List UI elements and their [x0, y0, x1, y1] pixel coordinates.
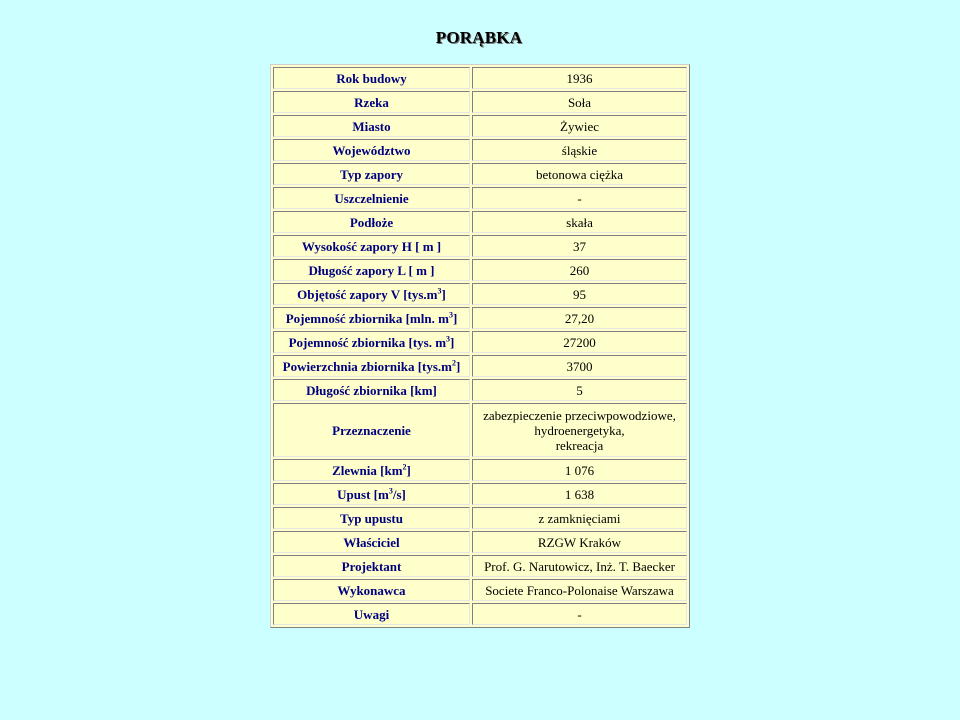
table-row [273, 139, 687, 161]
table-row [273, 235, 687, 257]
row-label-text: Zlewnia [km [332, 462, 403, 478]
row-label-suffix: ] [406, 462, 411, 478]
row-label [273, 307, 470, 329]
row-label [273, 283, 470, 305]
row-label: Typ upustu [273, 507, 470, 529]
table-row [273, 115, 687, 137]
row-value: betonowa ciężka [472, 163, 687, 185]
row-label: Podłoże [273, 211, 470, 233]
row-value: Soła [472, 91, 687, 113]
row-label-text: Pojemność zbiornika [tys. m [288, 334, 447, 350]
row-label-text: Pojemność zbiornika [mln. m [285, 310, 449, 326]
table-row [273, 403, 687, 457]
row-label-exponent: 2 [402, 462, 407, 472]
table-row [273, 283, 687, 305]
table-row [273, 507, 687, 529]
row-label-suffix: ] [450, 334, 455, 350]
row-label: Długość zbiornika [km] [273, 379, 470, 401]
table-row [273, 555, 687, 577]
row-value: 1 638 [472, 483, 687, 505]
row-value: 27,20 [472, 307, 687, 329]
row-label-suffix: ] [441, 286, 446, 302]
row-value: 5 [472, 379, 687, 401]
row-label: Projektant [273, 555, 470, 577]
row-label: Właściciel [273, 531, 470, 553]
table-row [273, 483, 687, 505]
row-value: Societe Franco-Polonaise Warszawa [472, 579, 687, 601]
row-label-exponent: 3 [388, 486, 393, 496]
table-row [273, 307, 687, 329]
table-row [273, 67, 687, 89]
table-row [273, 187, 687, 209]
row-label: Wysokość zapory H [ m ] [273, 235, 470, 257]
table-row [273, 379, 687, 401]
table-row [273, 211, 687, 233]
table-row [273, 259, 687, 281]
row-value [472, 403, 687, 457]
row-label-suffix: ] [452, 310, 458, 326]
table-row [273, 531, 687, 553]
row-value: 37 [472, 235, 687, 257]
table-row [273, 459, 687, 481]
row-label-text: Upust [m [337, 486, 389, 502]
row-label: Długość zapory L [ m ] [273, 259, 470, 281]
row-value: Żywiec [472, 115, 687, 137]
row-label-exponent: 2 [452, 358, 456, 368]
row-value-line: zabezpieczenie przeciwpowodziowe, [483, 407, 676, 423]
row-label: Województwo [273, 139, 470, 161]
row-label: Uszczelnienie [273, 187, 470, 209]
table-row [273, 603, 687, 625]
table-row [273, 579, 687, 601]
row-value: z zamknięciami [472, 507, 687, 529]
page-title: PORĄBKA [435, 28, 523, 47]
row-label-suffix: /s] [392, 486, 406, 502]
row-label-exponent: 3 [446, 334, 451, 344]
table-row [273, 331, 687, 353]
row-label: Uwagi [273, 603, 470, 625]
row-label-exponent: 3 [437, 286, 442, 296]
row-value: 1936 [472, 67, 687, 89]
row-label: Wykonawca [273, 579, 470, 601]
row-label: Typ zapory [273, 163, 470, 185]
row-value: Prof. G. Narutowicz, Inż. T. Baecker [472, 555, 687, 577]
table-row [273, 355, 687, 377]
row-label [273, 459, 470, 481]
row-label-text: Powierzchnia zbiornika [tys.m [282, 358, 452, 374]
row-label-exponent: 3 [448, 310, 453, 320]
row-value: 260 [472, 259, 687, 281]
row-value: 95 [472, 283, 687, 305]
row-value: - [472, 187, 687, 209]
row-label-text: Objętość zapory V [tys.m [297, 286, 438, 302]
row-label [273, 355, 470, 377]
row-value: - [472, 603, 687, 625]
row-value: 3700 [472, 355, 687, 377]
row-label [273, 331, 470, 353]
row-value: śląskie [472, 139, 687, 161]
row-value: skała [472, 211, 687, 233]
row-label-suffix: ] [456, 358, 461, 374]
dam-info-table [270, 64, 690, 628]
row-value: RZGW Kraków [472, 531, 687, 553]
row-label: Przeznaczenie [273, 403, 470, 457]
table-row [273, 91, 687, 113]
row-label: Rok budowy [273, 67, 470, 89]
row-value-line: rekreacja [555, 437, 604, 453]
row-label: Rzeka [273, 91, 470, 113]
row-value-line: hydroenergetyka, [534, 422, 625, 438]
row-value: 27200 [472, 331, 687, 353]
row-value: 1 076 [472, 459, 687, 481]
row-label: Miasto [273, 115, 470, 137]
table-row [273, 163, 687, 185]
row-label [273, 483, 470, 505]
